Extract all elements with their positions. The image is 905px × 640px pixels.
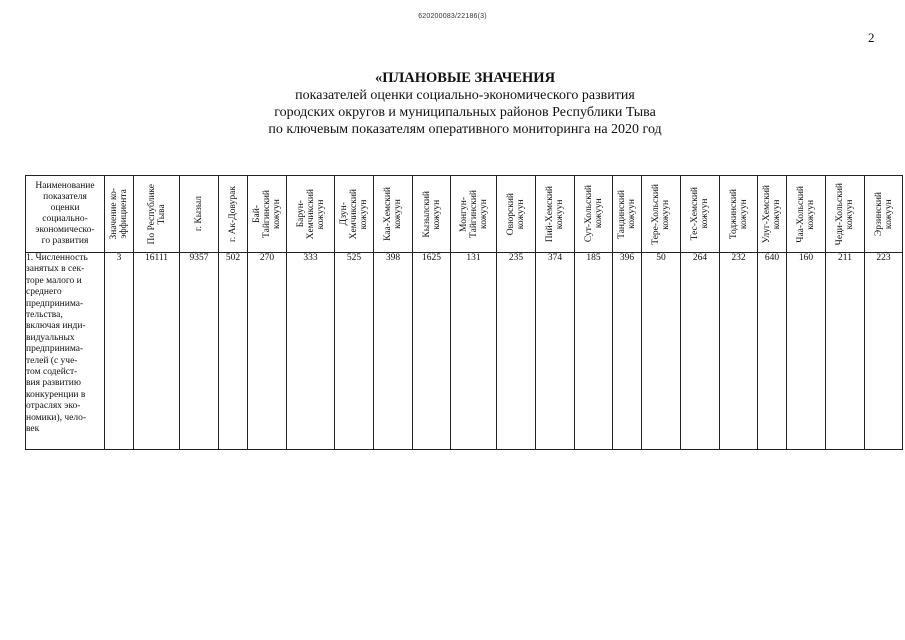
column-header bbox=[451, 176, 497, 253]
value-cell: 264 bbox=[681, 253, 720, 450]
column-header bbox=[613, 176, 642, 253]
column-header bbox=[642, 176, 681, 253]
column-header bbox=[219, 176, 248, 253]
column-header-label: По Республике Тыва bbox=[146, 183, 167, 245]
value-cell: 50 bbox=[642, 253, 681, 450]
column-header-label: г. Кызыл bbox=[194, 196, 204, 232]
column-header bbox=[575, 176, 613, 253]
column-header-label: Чаа-Хольский кожуун bbox=[796, 185, 816, 243]
column-header-label: Значение ко- эффициента bbox=[109, 188, 129, 240]
value-cell: 398 bbox=[374, 253, 413, 450]
column-header bbox=[826, 176, 865, 253]
column-header-label: Чеди-Хольский кожуун bbox=[835, 182, 855, 246]
column-header bbox=[180, 176, 219, 253]
column-header-label: Дзун- Хемчикский кожуун bbox=[339, 188, 369, 240]
document-title: «ПЛАНОВЫЕ ЗНАЧЕНИЯ bbox=[374, 70, 556, 86]
column-header bbox=[865, 176, 903, 253]
column-header bbox=[536, 176, 575, 253]
column-header-label: Монгун- Тайгинский кожуун bbox=[458, 190, 489, 238]
column-header-label: Тандинский кожуун bbox=[617, 189, 637, 239]
column-header-label: Сут-Хольский кожуун bbox=[583, 185, 604, 243]
value-cell: 16111 bbox=[134, 253, 180, 450]
value-cell: 333 bbox=[287, 253, 335, 450]
column-header bbox=[413, 176, 451, 253]
column-header-label: Каа-Хемский кожуун bbox=[383, 187, 403, 241]
value-cell: 185 bbox=[575, 253, 613, 450]
column-header bbox=[248, 176, 287, 253]
value-cell: 3 bbox=[105, 253, 134, 450]
column-header-label: Тере-Хольский кожуун bbox=[651, 183, 671, 245]
column-header-label: Бай- Тайгинский кожуун bbox=[252, 190, 282, 238]
column-header-label: Овюрский кожуун bbox=[506, 192, 526, 236]
column-header-label: г. Ак-Довурак bbox=[228, 186, 238, 242]
value-cell: 160 bbox=[787, 253, 826, 450]
value-cell: 211 bbox=[826, 253, 865, 450]
page-number: 2 bbox=[868, 30, 875, 45]
value-cell: 502 bbox=[219, 253, 248, 450]
value-cell: 270 bbox=[248, 253, 287, 450]
column-header bbox=[335, 176, 374, 253]
column-header-label: Эрзинский кожуун bbox=[873, 191, 894, 237]
column-header bbox=[497, 176, 536, 253]
column-header-label: Барун- Хемчикский кожуун bbox=[295, 188, 326, 240]
column-header bbox=[787, 176, 826, 253]
value-cell: 525 bbox=[335, 253, 374, 450]
indicator-name-cell: 1. Численность занятых в сек- торе малого и среднего предпринима- тельства, включая инди- видуальных предпринима- телей (с уче- том содейст- вия развитию конкуренции в отраслях эко- номики), чело- век bbox=[26, 253, 105, 450]
column-header-label: Кызылский кожуун bbox=[421, 190, 442, 238]
column-header-label: Улуг-Хемский кожуун bbox=[762, 184, 782, 244]
column-header bbox=[374, 176, 413, 253]
column-header-indicator-name: Наименование показателя оценки социально- экономическо- го развития bbox=[26, 176, 105, 253]
document-code: 620200083/22186(3) bbox=[418, 13, 487, 20]
subtitle-line: городских округов и муниципальных районов Республики Тыва bbox=[274, 105, 656, 120]
column-header bbox=[681, 176, 720, 253]
value-cell: 1625 bbox=[413, 253, 451, 450]
table-header-row bbox=[26, 176, 903, 253]
column-header bbox=[105, 176, 134, 253]
column-header-label: Тес-Хемский кожуун bbox=[690, 187, 710, 241]
value-cell: 223 bbox=[865, 253, 903, 450]
value-cell: 640 bbox=[758, 253, 787, 450]
column-header-label: Пий-Хемский кожуун bbox=[545, 185, 565, 243]
value-cell: 9357 bbox=[180, 253, 219, 450]
column-header bbox=[134, 176, 180, 253]
indicator-table bbox=[25, 175, 903, 450]
column-header bbox=[287, 176, 335, 253]
value-cell: 396 bbox=[613, 253, 642, 450]
table-row bbox=[26, 253, 903, 450]
subtitle-line: по ключевым показателям оперативного мониторинга на 2020 год bbox=[268, 122, 662, 137]
column-header-label: Тоджинский кожуун bbox=[728, 188, 749, 240]
value-cell: 131 bbox=[451, 253, 497, 450]
column-header bbox=[758, 176, 787, 253]
value-cell: 235 bbox=[497, 253, 536, 450]
value-cell: 374 bbox=[536, 253, 575, 450]
subtitle-line: показателей оценки социально-экономического развития bbox=[295, 88, 635, 103]
title-block bbox=[0, 70, 905, 138]
column-header bbox=[720, 176, 758, 253]
value-cell: 232 bbox=[720, 253, 758, 450]
